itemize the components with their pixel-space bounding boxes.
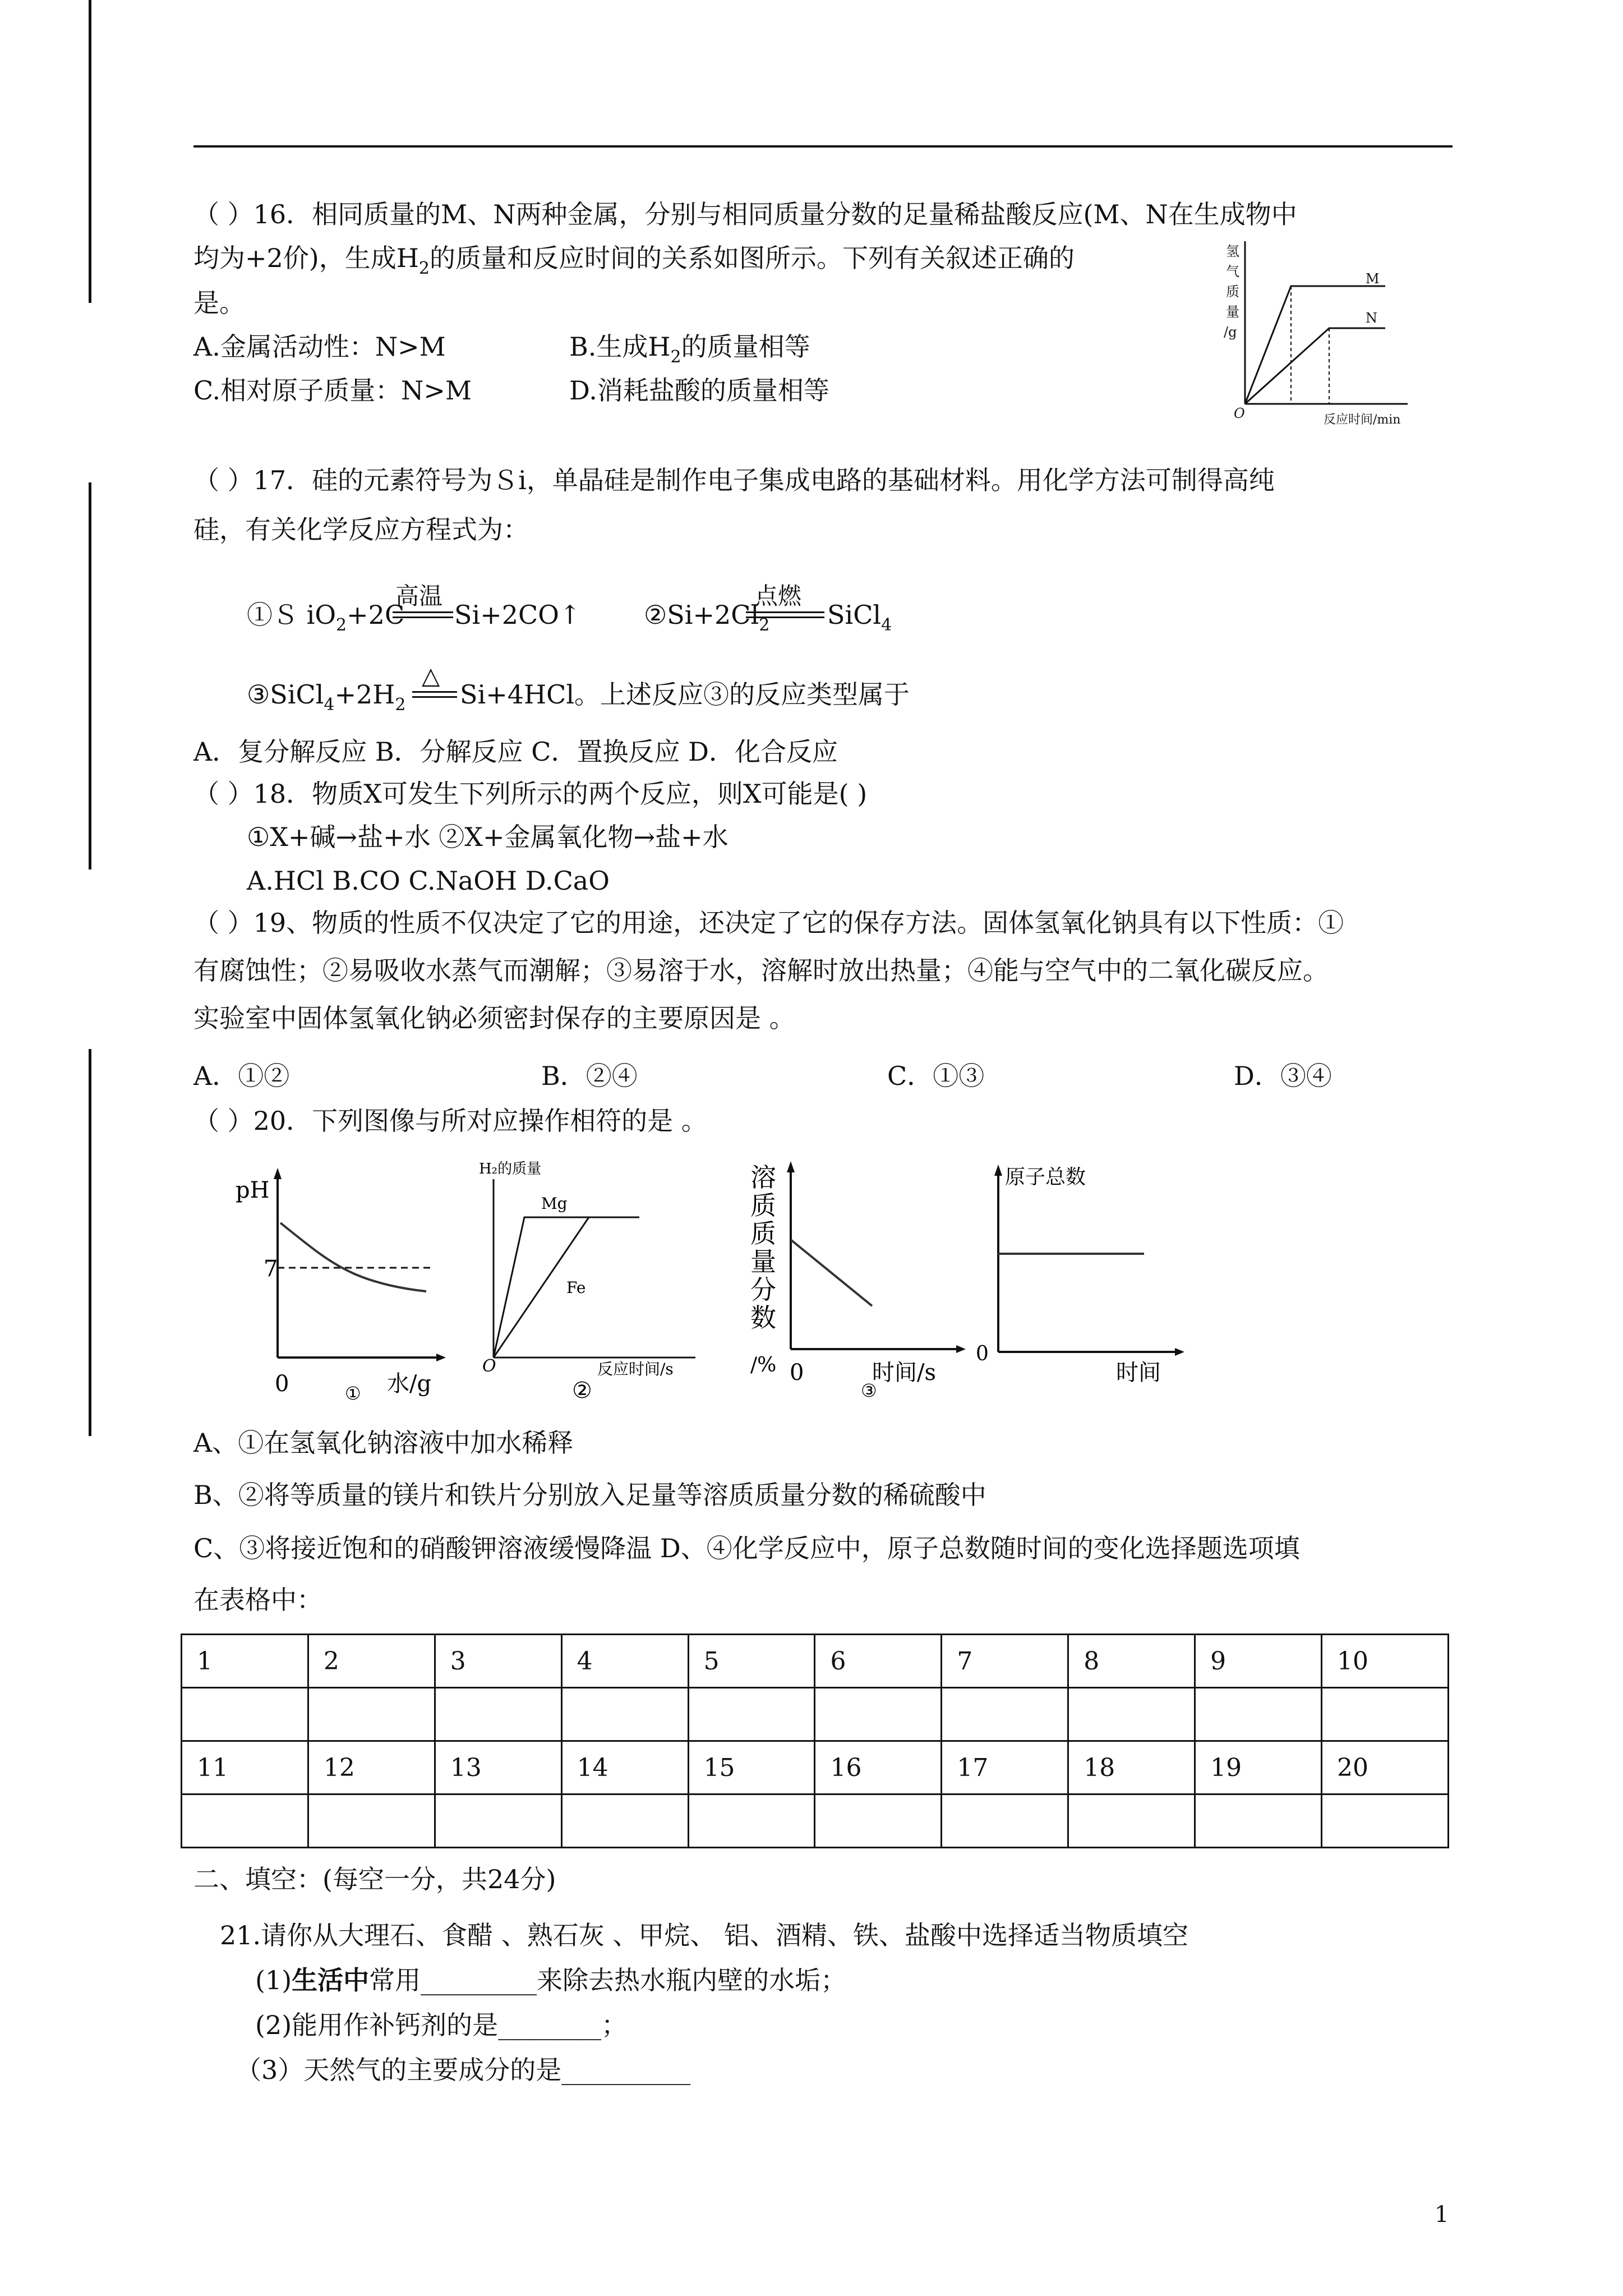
q16-graph — [1217, 236, 1419, 438]
g3-y-arrow — [787, 1161, 795, 1172]
q17-eq2-arrow — [746, 611, 824, 618]
q19-option-c: C．①③ — [887, 1061, 985, 1091]
q16-curve-n — [1245, 328, 1385, 404]
q16-origin: O — [1234, 406, 1245, 421]
q16-ylabel-4: 量 — [1226, 304, 1239, 320]
table-cell: 1 — [182, 1635, 308, 1688]
q16-ylabel-2: 气 — [1226, 264, 1239, 279]
table-cell: 5 — [688, 1635, 815, 1688]
g1-curve — [280, 1223, 426, 1291]
answer-cell[interactable] — [182, 1795, 308, 1848]
q16-option-d: D.消耗盐酸的质量相等 — [569, 375, 829, 406]
q17-eq3-condition: △ — [422, 662, 440, 689]
q18-line1: （ ）18．物质X可发生下列所示的两个反应，则X可能是( ) — [193, 779, 868, 809]
table-cell: 20 — [1322, 1741, 1449, 1795]
q17-eq2-right — [827, 598, 892, 642]
q17-eq2-condition: 点燃 — [754, 582, 802, 610]
g3-x-arrow — [956, 1345, 966, 1353]
q16-label-m: M — [1366, 271, 1380, 287]
q21-sub1-num: (1) — [255, 1965, 292, 1995]
header-rule — [193, 145, 1453, 148]
q19-line2: 有腐蚀性；②易吸收水蒸气而潮解；③易溶于水，溶解时放出热量；④能与空气中的二氧化碳反应。 — [193, 955, 1329, 986]
g4-origin: 0 — [976, 1342, 989, 1365]
answer-cell[interactable] — [688, 1688, 815, 1741]
answer-cell[interactable] — [308, 1688, 435, 1741]
table-cell: 6 — [815, 1635, 942, 1688]
table-cell: 3 — [435, 1635, 561, 1688]
answer-cell[interactable] — [942, 1795, 1068, 1848]
answer-cell[interactable] — [688, 1795, 815, 1848]
q16-line2-a: 均为+2价)，生成H — [193, 243, 419, 273]
g2-label-fe: Fe — [566, 1278, 586, 1297]
q17-eq1-condition: 高温 — [395, 582, 443, 610]
g1-seven: 7 — [264, 1256, 278, 1282]
margin-bar-1 — [89, 0, 91, 303]
q16-line2-b: 的质量和反应时间的关系如图所示。下列有关叙述正确的 — [429, 243, 1075, 273]
answer-cell[interactable] — [561, 1688, 688, 1741]
g3-ylabel-1: 溶 — [750, 1162, 776, 1193]
g2-ylabel: H₂的质量 — [479, 1161, 542, 1177]
answer-cell[interactable] — [1322, 1688, 1449, 1741]
q17-line1: （ ）17．硅的元素符号为Ｓi，单晶硅是制作电子集成电路的基础材料。用化学方法可制得高纯 — [193, 465, 1275, 495]
q17-eq2-left — [644, 598, 769, 642]
g4-x-arrow — [1175, 1348, 1184, 1356]
g3-xlabel: 时间/s — [872, 1360, 937, 1386]
answer-cell[interactable] — [815, 1688, 942, 1741]
q16-option-b-b: 的质量相等 — [681, 332, 810, 362]
q19-option-b: B．②④ — [541, 1061, 638, 1091]
answer-cell[interactable] — [1195, 1795, 1322, 1848]
q17-eq1-left — [247, 598, 404, 642]
q17-eq1-right: Si+2CO↑ — [454, 600, 581, 630]
g3-ylabel-4: 量 — [750, 1246, 776, 1277]
g1-xlabel: 水/g — [387, 1371, 432, 1397]
table-cell: 2 — [308, 1635, 435, 1688]
q20-option-b: B、②将等质量的镁片和铁片分别放入足量等溶质质量分数的稀硫酸中 — [193, 1480, 986, 1510]
q17-eq1-sub: 2 — [336, 615, 347, 635]
q21-sub1-bold: 生活中 — [292, 1965, 370, 1995]
table-cell: 10 — [1322, 1635, 1449, 1688]
q19-option-d: D．③④ — [1234, 1061, 1332, 1091]
q16-ylabel-5: /g — [1224, 324, 1237, 340]
q19-option-a: A．①② — [193, 1061, 290, 1091]
q18-line2: ①X+碱→盐+水 ②X+金属氧化物→盐+水 — [247, 822, 728, 852]
answer-cell[interactable] — [435, 1688, 561, 1741]
g2-origin: O — [482, 1356, 496, 1376]
q21-sub1-text: 常用_________来除去热水瓶内壁的水垢； — [369, 1965, 847, 1995]
table-cell: 4 — [561, 1635, 688, 1688]
q21-sub3: （3）天然气的主要成分的是__________ — [236, 2055, 691, 2085]
q16-option-b-a: B.生成H — [569, 332, 671, 362]
table-cell: 11 — [182, 1741, 308, 1795]
q16-line1: （ ）16．相同质量的M、N两种金属，分别与相同质量分数的足量稀盐酸反应(M、N在生成物中 — [193, 199, 1297, 229]
answer-cell[interactable] — [182, 1688, 308, 1741]
answer-cell[interactable] — [815, 1795, 942, 1848]
table-cell: 8 — [1068, 1635, 1195, 1688]
g1-origin: 0 — [275, 1371, 289, 1397]
table-cell: 18 — [1068, 1741, 1195, 1795]
q20-option-a: A、①在氢氧化钠溶液中加水稀释 — [193, 1428, 574, 1458]
g2-xlabel: 反应时间/s — [597, 1360, 674, 1378]
q19-line1: （ ）19、物质的性质不仅决定了它的用途，还决定了它的保存方法。固体氢氧化钠具有以下性质：① — [193, 908, 1344, 938]
q16-line3: 是。 — [193, 288, 245, 318]
g1-x-arrow — [436, 1354, 446, 1361]
q16-line2-sub: 2 — [418, 259, 430, 278]
answer-cell[interactable] — [308, 1795, 435, 1848]
g3-ylabel-3: 质 — [750, 1218, 776, 1249]
g3-curve — [791, 1240, 872, 1306]
q21-sub2: (2)能用作补钙剂的是________； — [255, 2010, 628, 2040]
q19-line3: 实验室中固体氢氧化钠必须密封保存的主要原因是 。 — [193, 1003, 795, 1033]
table-cell: 7 — [942, 1635, 1068, 1688]
q17-eq1-left-a: ①Ｓ iO — [247, 600, 336, 630]
answer-cell[interactable] — [435, 1795, 561, 1848]
q17-eq3-arrow — [412, 691, 457, 698]
q20-graph-2 — [471, 1156, 707, 1402]
g3-ylabel-6: 数 — [750, 1303, 776, 1333]
q20-graph-3 — [740, 1156, 976, 1402]
q17-eq1-arrow — [393, 611, 453, 618]
g2-label-mg: Mg — [541, 1194, 568, 1213]
q16-line2 — [193, 241, 1075, 286]
q17-eq3-left — [247, 678, 406, 722]
q21-sub1 — [255, 1963, 846, 1997]
answer-cell[interactable] — [1068, 1688, 1195, 1741]
table-cell: 9 — [1195, 1635, 1322, 1688]
answer-table — [181, 1634, 1449, 1848]
section2-heading: 二、填空：(每空一分，共24分) — [193, 1864, 556, 1894]
q17-eq2-right-a: SiCl — [827, 600, 882, 630]
q20-option-cd: C、③将接近饱和的硝酸钾溶液缓慢降温 D、④化学反应中，原子总数随时间的变化选择题选项填 — [193, 1533, 1300, 1563]
q17-eq2-sub: 2 — [759, 615, 770, 635]
q17-eq2-left-a: ②Si+2Cl — [644, 600, 759, 630]
answer-cell[interactable] — [1322, 1795, 1449, 1848]
q17-options: A．复分解反应 B．分解反应 C．置换反应 D．化合反应 — [193, 737, 838, 767]
g1-ylabel: pH — [236, 1177, 270, 1203]
g1-tag: ① — [345, 1383, 361, 1402]
table-row-answers — [182, 1795, 1449, 1848]
g1-y-arrow — [274, 1168, 282, 1179]
table-row — [182, 1635, 1449, 1688]
q16-curve-m — [1245, 286, 1385, 404]
table-row-answers — [182, 1688, 1449, 1741]
table-cell: 13 — [435, 1741, 561, 1795]
q20-tail: 在表格中： — [193, 1585, 322, 1615]
table-cell: 19 — [1195, 1741, 1322, 1795]
g3-unit: /% — [750, 1354, 777, 1377]
margin-bar-3 — [89, 1049, 91, 1436]
q21-line: 21.请你从大理石、食醋 、熟石灰 、甲烷、 铝、酒精、铁、盐酸中选择适当物质填空 — [220, 1920, 1189, 1950]
q17-eq3-sub2: 2 — [395, 695, 406, 715]
table-cell: 12 — [308, 1741, 435, 1795]
q16-option-c: C.相对原子质量：N>M — [193, 375, 472, 406]
q17-eq3-right: Si+4HCl。上述反应③的反应类型属于 — [460, 679, 910, 710]
q16-option-b — [569, 330, 810, 374]
g4-xlabel: 时间 — [1116, 1360, 1161, 1386]
q17-eq3-left-a: ③SiCl — [247, 679, 324, 710]
g3-tag: ③ — [861, 1380, 877, 1401]
q17-eq1-plus: +2C — [347, 600, 405, 630]
q17-line2: 硅，有关化学反应方程式为： — [193, 514, 529, 545]
q20-graph-1 — [224, 1161, 460, 1402]
g4-y-arrow — [994, 1165, 1002, 1176]
g3-ylabel-5: 分 — [750, 1274, 776, 1305]
q16-xlabel: 反应时间/min — [1324, 413, 1401, 427]
answer-cell[interactable] — [1195, 1688, 1322, 1741]
g3-ylabel-2: 质 — [750, 1190, 776, 1221]
q17-eq3-sub: 4 — [324, 695, 335, 715]
q18-options: A.HCl B.CO C.NaOH D.CaO — [247, 866, 610, 896]
answer-cell[interactable] — [561, 1795, 688, 1848]
q17-eq2-sub2: 4 — [881, 615, 892, 635]
q20-graph-4 — [976, 1161, 1200, 1397]
table-cell: 16 — [815, 1741, 942, 1795]
answer-cell[interactable] — [1068, 1795, 1195, 1848]
q16-label-n: N — [1366, 310, 1377, 326]
table-row — [182, 1741, 1449, 1795]
g3-origin: 0 — [790, 1360, 804, 1386]
margin-bar-2 — [89, 482, 91, 869]
q16-option-a: A.金属活动性：N>M — [193, 332, 446, 362]
answer-cell[interactable] — [942, 1688, 1068, 1741]
q20-line1: （ ）20．下列图像与所对应操作相符的是 。 — [193, 1106, 707, 1136]
q17-eq3-plus: +2H — [334, 679, 395, 710]
q16-ylabel-1: 氢 — [1226, 243, 1239, 259]
table-cell: 17 — [942, 1741, 1068, 1795]
table-cell: 15 — [688, 1741, 815, 1795]
g4-ylabel: 原子总数 — [1005, 1166, 1086, 1189]
q16-option-b-sub: 2 — [670, 347, 681, 367]
page-number: 1 — [1435, 2202, 1449, 2228]
g2-tag: ② — [572, 1378, 592, 1402]
q16-ylabel-3: 质 — [1226, 284, 1239, 300]
table-cell: 14 — [561, 1741, 688, 1795]
